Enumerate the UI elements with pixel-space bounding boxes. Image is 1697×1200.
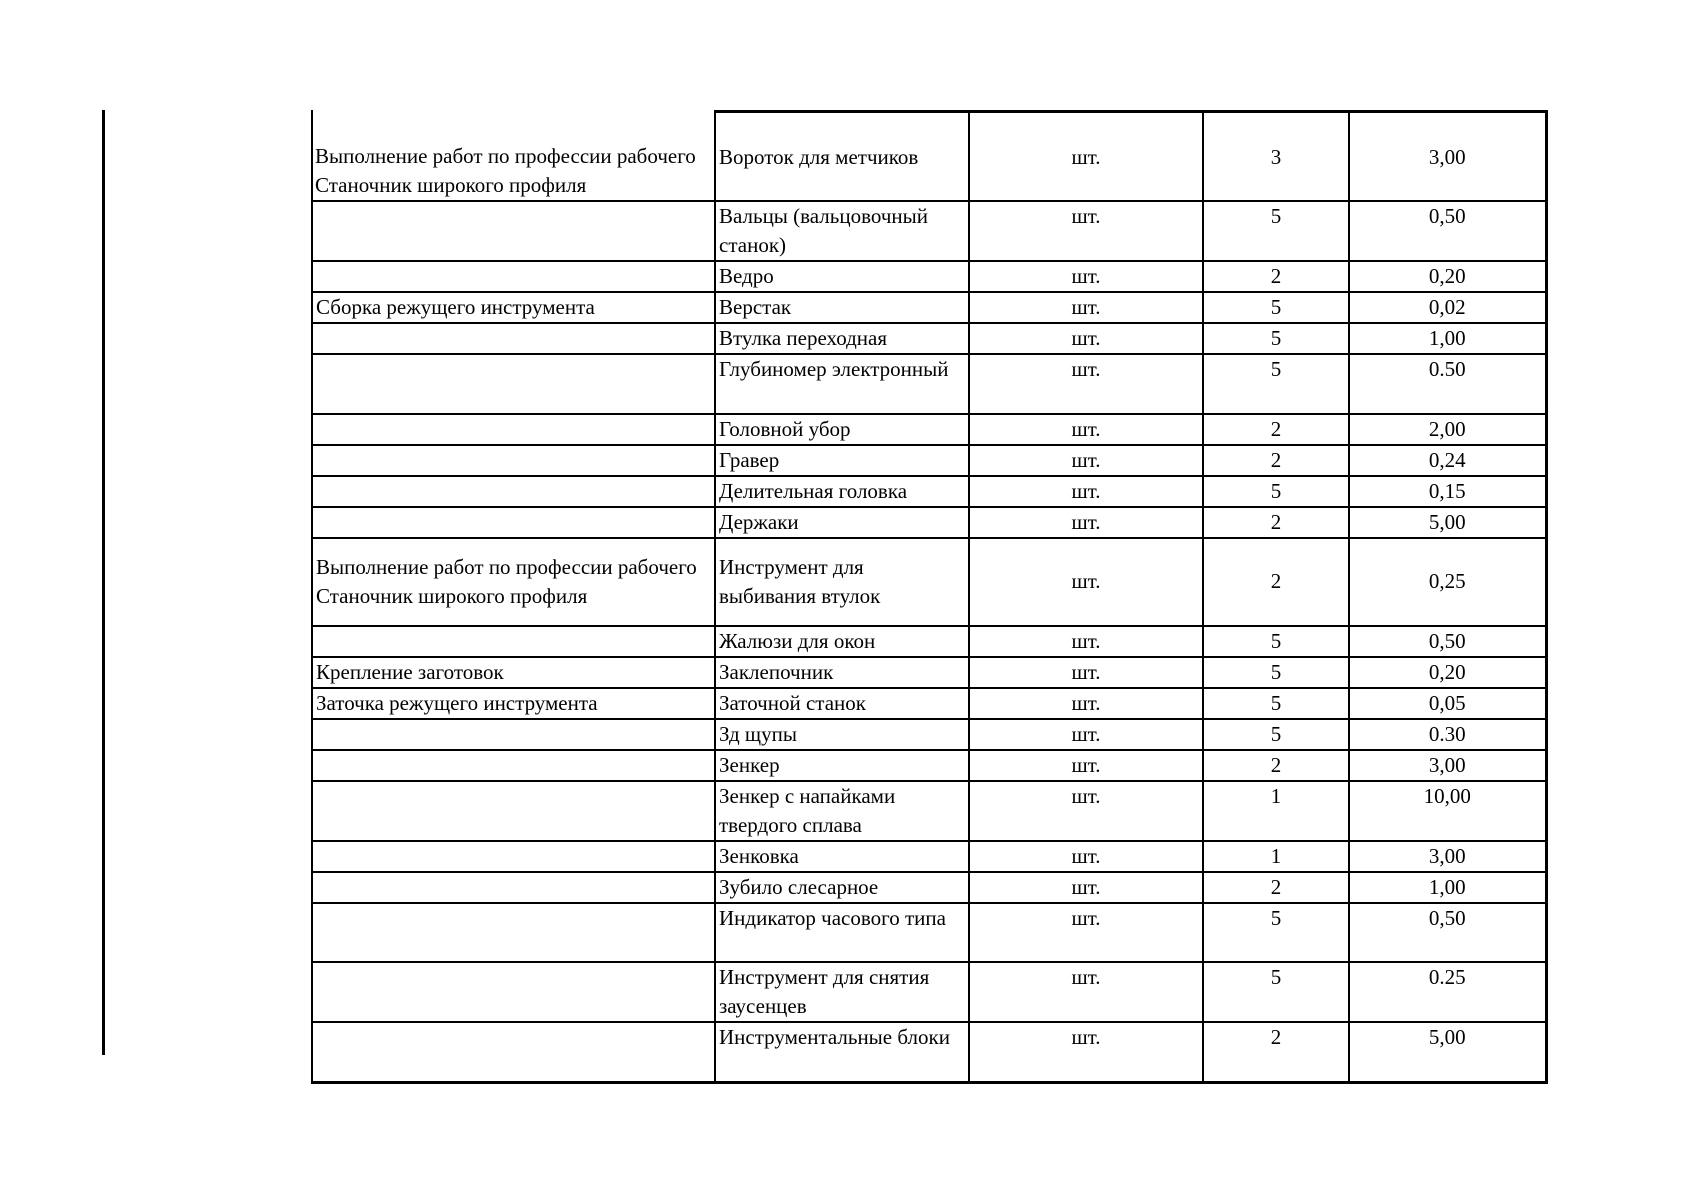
value-cell: 1,00: [1349, 872, 1546, 903]
quantity-cell: 2: [1203, 1022, 1349, 1083]
work-cell: Заточка режущего инструмента: [312, 688, 715, 719]
item-name-cell: Зд щупы: [715, 719, 969, 750]
value-cell: 5,00: [1349, 507, 1546, 538]
unit-cell: шт.: [969, 414, 1203, 445]
item-name-cell: Головной убор: [715, 414, 969, 445]
value-cell: 0,02: [1349, 292, 1546, 323]
item-name-cell: Делительная головка: [715, 476, 969, 507]
item-name-cell: Ведро: [715, 261, 969, 292]
value-cell: 0.50: [1349, 354, 1546, 414]
page-left-border: [102, 110, 105, 1055]
item-name-cell: Инструмент для выбивания втулок: [715, 538, 969, 626]
work-cell: [312, 750, 715, 781]
unit-cell: шт.: [969, 476, 1203, 507]
work-cell: [312, 1022, 715, 1083]
unit-cell: шт.: [969, 445, 1203, 476]
unit-cell: шт.: [969, 657, 1203, 688]
item-name-cell: Вальцы (вальцовочный станок): [715, 201, 969, 261]
value-cell: 0,50: [1349, 903, 1546, 962]
quantity-cell: 5: [1203, 201, 1349, 261]
value-cell: 0,50: [1349, 201, 1546, 261]
quantity-cell: 5: [1203, 719, 1349, 750]
work-cell: [312, 962, 715, 1022]
work-cell: [312, 626, 715, 657]
work-cell: Выполнение работ по профессии рабочего Станочник широкого профиля: [312, 112, 715, 201]
value-cell: 0,50: [1349, 626, 1546, 657]
value-cell: 0.25: [1349, 962, 1546, 1022]
unit-cell: шт.: [969, 323, 1203, 354]
item-name-cell: Верстак: [715, 292, 969, 323]
quantity-cell: 5: [1203, 903, 1349, 962]
unit-cell: шт.: [969, 112, 1203, 201]
quantity-cell: 2: [1203, 445, 1349, 476]
table-row: [312, 507, 1546, 538]
work-cell: [312, 354, 715, 414]
work-cell: [312, 201, 715, 261]
quantity-cell: 3: [1203, 112, 1349, 201]
item-name-cell: Заточной станок: [715, 688, 969, 719]
unit-cell: шт.: [969, 201, 1203, 261]
item-name-cell: Гравер: [715, 445, 969, 476]
quantity-cell: 2: [1203, 750, 1349, 781]
value-cell: 1,00: [1349, 323, 1546, 354]
unit-cell: шт.: [969, 507, 1203, 538]
work-cell: [312, 414, 715, 445]
table-row: [312, 445, 1546, 476]
item-name-cell: Инструментальные блоки: [715, 1022, 969, 1083]
work-cell: Выполнение работ по профессии рабочего Станочник широкого профиля: [312, 538, 715, 626]
quantity-cell: 2: [1203, 538, 1349, 626]
table-row: [312, 719, 1546, 750]
quantity-cell: 5: [1203, 354, 1349, 414]
unit-cell: шт.: [969, 292, 1203, 323]
work-cell: [312, 445, 715, 476]
table-row: [312, 414, 1546, 445]
table-row: [312, 750, 1546, 781]
quantity-cell: 5: [1203, 626, 1349, 657]
unit-cell: шт.: [969, 261, 1203, 292]
item-name-cell: Инструмент для снятия заусенцев: [715, 962, 969, 1022]
table-row: [312, 112, 1546, 201]
value-cell: 3,00: [1349, 112, 1546, 201]
table-row: [312, 688, 1546, 719]
item-name-cell: Втулка переходная: [715, 323, 969, 354]
value-cell: 5,00: [1349, 1022, 1546, 1083]
work-cell: Сборка режущего инструмента: [312, 292, 715, 323]
value-cell: 3,00: [1349, 750, 1546, 781]
item-name-cell: Индикатор часового типа: [715, 903, 969, 962]
unit-cell: шт.: [969, 750, 1203, 781]
item-name-cell: Жалюзи для окон: [715, 626, 969, 657]
value-cell: 0.30: [1349, 719, 1546, 750]
value-cell: 0,25: [1349, 538, 1546, 626]
table-row: [312, 1022, 1546, 1083]
value-cell: 2,00: [1349, 414, 1546, 445]
unit-cell: шт.: [969, 538, 1203, 626]
work-cell: [312, 719, 715, 750]
work-cell: [312, 872, 715, 903]
unit-cell: шт.: [969, 719, 1203, 750]
table-row: [312, 201, 1546, 261]
item-name-cell: Зенковка: [715, 841, 969, 872]
unit-cell: шт.: [969, 903, 1203, 962]
work-cell: [312, 903, 715, 962]
work-cell: [312, 841, 715, 872]
table-row: [312, 476, 1546, 507]
quantity-cell: 5: [1203, 323, 1349, 354]
table-row: [312, 626, 1546, 657]
quantity-cell: 2: [1203, 414, 1349, 445]
quantity-cell: 5: [1203, 657, 1349, 688]
item-name-cell: Вороток для метчиков: [715, 112, 969, 201]
value-cell: 0,15: [1349, 476, 1546, 507]
unit-cell: шт.: [969, 354, 1203, 414]
item-name-cell: Зенкер с напайками твердого сплава: [715, 781, 969, 841]
unit-cell: шт.: [969, 1022, 1203, 1083]
quantity-cell: 5: [1203, 962, 1349, 1022]
table-row: [312, 323, 1546, 354]
table-row: [312, 903, 1546, 962]
unit-cell: шт.: [969, 841, 1203, 872]
unit-cell: шт.: [969, 781, 1203, 841]
value-cell: 0,24: [1349, 445, 1546, 476]
equipment-table: [311, 110, 1548, 1084]
item-name-cell: Глубиномер электронный: [715, 354, 969, 414]
unit-cell: шт.: [969, 688, 1203, 719]
unit-cell: шт.: [969, 962, 1203, 1022]
value-cell: 0,20: [1349, 261, 1546, 292]
table-row: [312, 354, 1546, 414]
quantity-cell: 1: [1203, 781, 1349, 841]
quantity-cell: 5: [1203, 292, 1349, 323]
value-cell: 3,00: [1349, 841, 1546, 872]
item-name-cell: Держаки: [715, 507, 969, 538]
quantity-cell: 2: [1203, 507, 1349, 538]
item-name-cell: Заклепочник: [715, 657, 969, 688]
table-row: [312, 657, 1546, 688]
value-cell: 0,20: [1349, 657, 1546, 688]
table-row: [312, 962, 1546, 1022]
item-name-cell: Зенкер: [715, 750, 969, 781]
unit-cell: шт.: [969, 626, 1203, 657]
value-cell: 0,05: [1349, 688, 1546, 719]
quantity-cell: 5: [1203, 688, 1349, 719]
table-row: [312, 841, 1546, 872]
quantity-cell: 5: [1203, 476, 1349, 507]
table-row: [312, 781, 1546, 841]
work-cell: [312, 507, 715, 538]
work-cell: [312, 323, 715, 354]
work-cell: Крепление заготовок: [312, 657, 715, 688]
work-cell: [312, 476, 715, 507]
unit-cell: шт.: [969, 872, 1203, 903]
item-name-cell: Зубило слесарное: [715, 872, 969, 903]
quantity-cell: 2: [1203, 872, 1349, 903]
work-cell: [312, 781, 715, 841]
table-row: [312, 872, 1546, 903]
work-cell: [312, 261, 715, 292]
table-row: [312, 261, 1546, 292]
quantity-cell: 1: [1203, 841, 1349, 872]
value-cell: 10,00: [1349, 781, 1546, 841]
table-row: [312, 538, 1546, 626]
table-row: [312, 292, 1546, 323]
quantity-cell: 2: [1203, 261, 1349, 292]
